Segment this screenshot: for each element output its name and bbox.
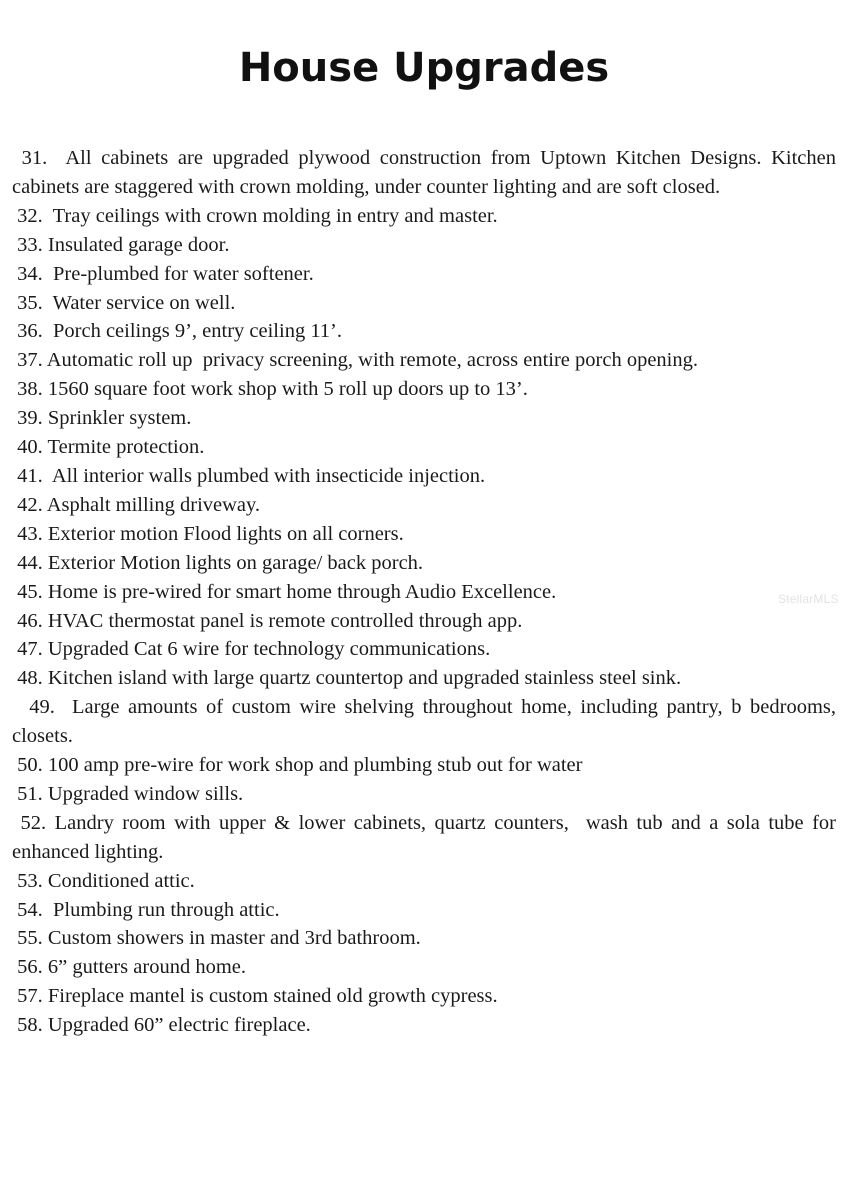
stellar-mls-watermark: StellarMLS <box>778 592 839 606</box>
list-item: 56. 6” gutters around home. <box>12 956 246 979</box>
list-item: 58. Upgraded 60” electric fireplace. <box>12 1014 311 1037</box>
list-item: 57. Fireplace mantel is custom stained old growth cypress. <box>12 985 498 1008</box>
list-item: 32. Tray ceilings with crown molding in entry and master. <box>12 204 498 227</box>
list-item: 43. Exterior motion Flood lights on all corners. <box>12 522 404 545</box>
list-item: 46. HVAC thermostat panel is remote controlled through app. <box>12 609 523 632</box>
list-item: 48. Kitchen island with large quartz countertop and upgraded stainless steel sink. <box>12 667 682 690</box>
list-item: 52. Landry room with upper & lower cabinets, quartz counters, wash tub and a sola tube for enhanced lighting. <box>12 811 842 863</box>
list-item: 53. Conditioned attic. <box>12 869 195 892</box>
list-item: 40. Termite protection. <box>12 436 205 459</box>
list-item: 54. Plumbing run through attic. <box>12 898 280 921</box>
list-item: 55. Custom showers in master and 3rd bathroom. <box>12 927 421 950</box>
list-item: 51. Upgraded window sills. <box>12 782 244 805</box>
list-item: 49. Large amounts of custom wire shelving throughout home, including pantry, b bedrooms, closets. <box>12 696 842 748</box>
upgrade-list <box>12 144 842 1040</box>
list-item: 34. Pre-plumbed for water softener. <box>12 262 314 285</box>
list-item: 31. All cabinets are upgraded plywood construction from Uptown Kitchen Designs. Kitchen cabinets are staggered with crown molding, under counter lighting and are soft closed. <box>12 147 842 198</box>
list-item: 44. Exterior Motion lights on garage/ back porch. <box>12 551 424 574</box>
list-item: 36. Porch ceilings 9’, entry ceiling 11’. <box>12 320 343 343</box>
list-item: 35. Water service on well. <box>12 291 236 314</box>
list-item: 45. Home is pre-wired for smart home through Audio Excellence. <box>12 580 557 603</box>
list-item: 41. All interior walls plumbed with insecticide injection. <box>12 464 486 487</box>
list-item: 47. Upgraded Cat 6 wire for technology communications. <box>12 638 491 661</box>
list-item: 37. Automatic roll up privacy screening, with remote, across entire porch opening. <box>12 349 698 372</box>
list-item: 42. Asphalt milling driveway. <box>12 493 261 516</box>
page-title: House Upgrades <box>238 45 610 91</box>
list-item: 33. Insulated garage door. <box>12 233 230 256</box>
list-item: 50. 100 amp pre-wire for work shop and plumbing stub out for water <box>12 754 583 777</box>
list-item: 38. 1560 square foot work shop with 5 roll up doors up to 13’. <box>12 378 528 401</box>
list-item: 39. Sprinkler system. <box>12 407 192 430</box>
